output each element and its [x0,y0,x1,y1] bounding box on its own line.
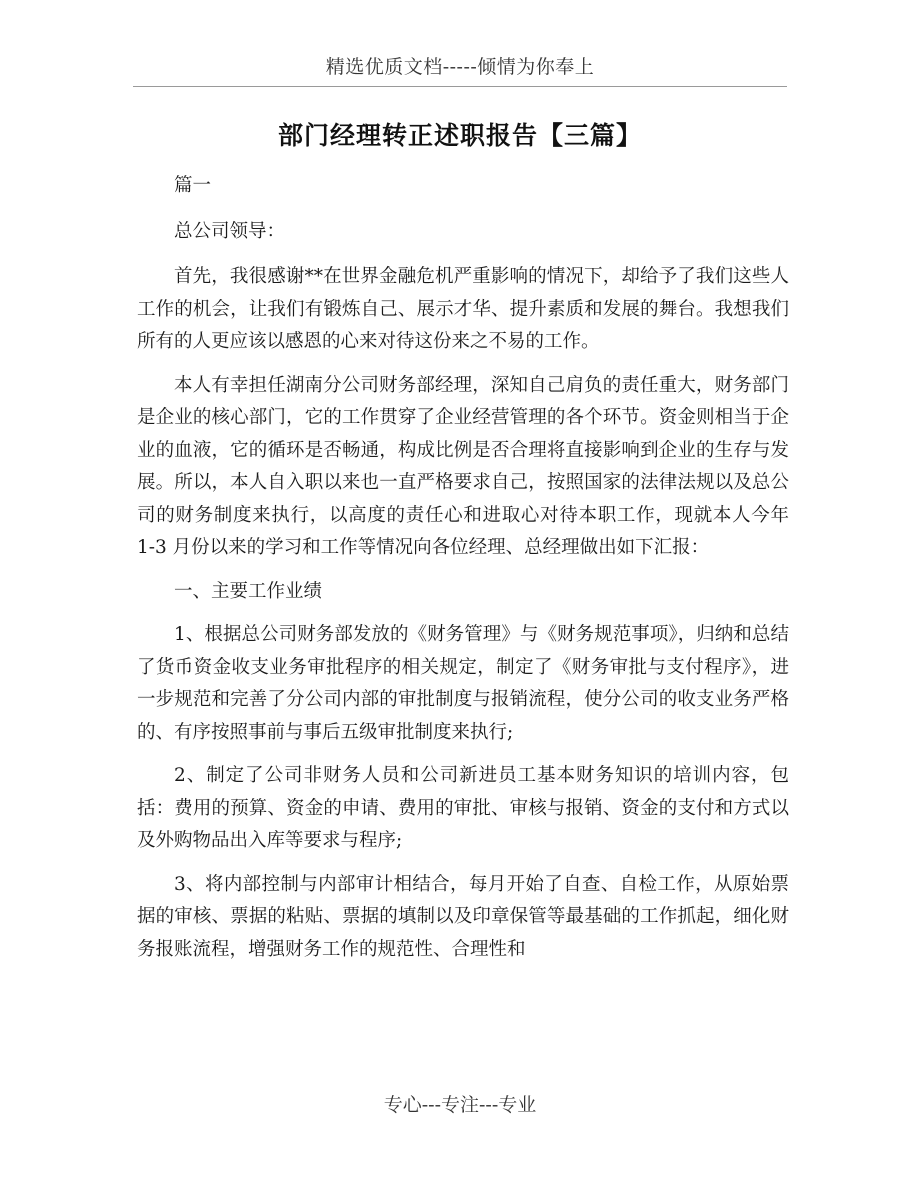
section-heading-achievements: 一、主要工作业绩 [174,580,323,602]
paragraph-intro: 首先，我很感谢**在世界金融危机严重影响的情况下，却给予了我们这些人工作的机会，让我们有锻炼自己、展示才华、提升素质和发展的舞台。我想我们所有的人更应该以感恩的心来对待这份来之不易的工作。 [137,266,789,352]
page-header: 精选优质文档-----倾情为你奉上 [325,56,595,78]
section-label: 篇一 [174,175,212,196]
page-footer: 专心---专注---专业 [383,1094,537,1116]
paragraph-item-3: 3、将内部控制与内部审计相结合，每月开始了自查、自检工作，从原始票据的审核、票据的粘贴、票据的填制以及印章保管等最基础的工作抓起，细化财务报账流程，增强财务工作的规范性、合理性和 [137,873,789,960]
document-title: 部门经理转正述职报告【三篇】 [277,121,642,150]
document-body [137,170,789,977]
paragraph-role: 本人有幸担任湖南分公司财务部经理，深知自己肩负的责任重大，财务部门是企业的核心部门，它的工作贯穿了企业经营管理的各个环节。资金则相当于企业的血液，它的循环是否畅通，构成比例是否合理将直接影响到企业的生存与发展。所以，本人自入职以来也一直严格要求自己，按照国家的法律法规以及总公司的财务制度来执行，以高度的责任心和进取心对待本职工作，现就本人今年 1-3 月份以来的学习和工作等情况向各位经理、总经理做出如下汇报： [137,374,789,558]
header-divider [133,86,787,87]
paragraph-item-1: 1、根据总公司财务部发放的《财务管理》与《财务规范事项》，归纳和总结了货币资金收支业务审批程序的相关规定，制定了《财务审批与支付程序》，进一步规范和完善了分公司内部的审批制度与报销流程，使分公司的收支业务严格的、有序按照事前与事后五级审批制度来执行; [137,624,789,743]
salutation: 总公司领导： [174,220,286,242]
paragraph-item-2: 2、制定了公司非财务人员和公司新进员工基本财务知识的培训内容，包括：费用的预算、资金的申请、费用的审批、审核与报销、资金的支付和方式以及外购物品出入库等要求与程序; [137,765,789,851]
